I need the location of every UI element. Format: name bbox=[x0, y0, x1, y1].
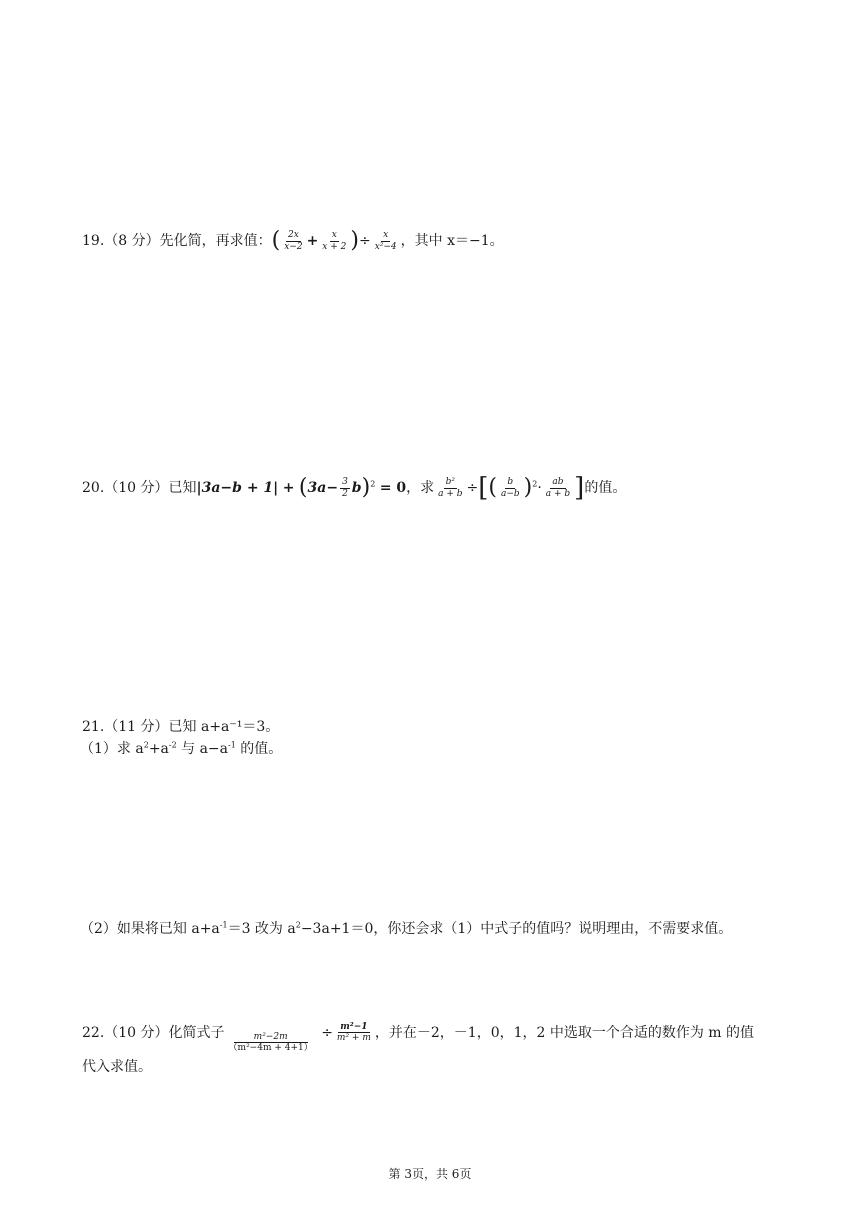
q21-line2-sup1: 2 bbox=[143, 740, 149, 750]
q22-f2-num: m²−1 bbox=[340, 1022, 368, 1032]
q22-fraction-1 bbox=[227, 1032, 315, 1054]
q21-line2-sup2: -2 bbox=[168, 740, 177, 750]
q20-half-fraction bbox=[340, 477, 350, 499]
q21-line3-sup2: 2 bbox=[295, 920, 301, 930]
q21-line2-a: （1）求 a bbox=[80, 741, 144, 757]
question-20 bbox=[82, 475, 626, 501]
q21-line2-d: 的值。 bbox=[235, 741, 283, 757]
q20-eq: = 0 bbox=[379, 480, 407, 496]
q22-div: ÷ bbox=[321, 1024, 333, 1041]
open-paren: ( bbox=[271, 228, 281, 253]
q19-div: ÷ bbox=[358, 233, 371, 249]
q20-mid: ，求 bbox=[406, 480, 435, 496]
q20-half-num: 3 bbox=[342, 477, 348, 488]
q20-f2-num: ab bbox=[552, 477, 564, 488]
q19-f1-num: 2x bbox=[287, 230, 299, 241]
q19-plus: + bbox=[306, 233, 319, 249]
q19-fraction-1 bbox=[282, 230, 304, 252]
close-paren-inner: ) bbox=[523, 475, 533, 500]
q19-fraction-3 bbox=[373, 230, 399, 252]
q20-inner-pow: 2 bbox=[532, 479, 538, 489]
q19-fraction-2 bbox=[320, 230, 348, 252]
q20-power: 2 bbox=[370, 479, 376, 489]
open-paren: ( bbox=[298, 475, 308, 500]
q22-prefix: 22.（10 分）化简式子 bbox=[82, 1024, 225, 1041]
q21-line3-sup1: -1 bbox=[219, 920, 228, 930]
q19-prefix: 19.（8 分）先化简，再求值： bbox=[82, 233, 272, 249]
close-paren: ) bbox=[350, 228, 359, 253]
open-paren-inner: ( bbox=[488, 475, 497, 500]
q22-f1-num: m²−2m bbox=[234, 1032, 308, 1043]
q20-inner-fraction bbox=[499, 477, 522, 499]
open-bracket: [ bbox=[478, 473, 489, 503]
q21-line2-sup3: -1 bbox=[228, 740, 236, 750]
q19-f3-num: x bbox=[383, 230, 389, 241]
q19-f2-num: x bbox=[331, 230, 337, 241]
q20-abs-expr: |3a−b + 1| bbox=[196, 480, 279, 496]
q21-line2-b: +a bbox=[148, 741, 169, 757]
q22-f1-den: （m²−4m + 4+1） bbox=[228, 1043, 313, 1054]
q20-half-den: 2 bbox=[342, 488, 348, 499]
q21-line1: 21.（11 分）已知 a+a⁻¹＝3。 bbox=[82, 719, 280, 735]
q22-f2-den: m² + m bbox=[336, 1033, 371, 1044]
close-bracket: ] bbox=[574, 473, 585, 503]
q19-suffix: ，其中 x＝−1。 bbox=[400, 233, 504, 249]
q20-paren-expr-b: b bbox=[351, 480, 362, 496]
q20-inner-num: b bbox=[507, 477, 514, 488]
question-21-line-3 bbox=[80, 922, 732, 936]
q20-f1-num: b² bbox=[445, 477, 455, 488]
q21-line2-c: 与 a−a bbox=[176, 741, 229, 757]
q20-inner-den: a−b bbox=[500, 488, 520, 499]
q22-line2: 代入求值。 bbox=[82, 1059, 152, 1075]
q19-f2-den: x + 2 bbox=[322, 241, 347, 252]
q19-f3-den: x²−4 bbox=[374, 241, 397, 252]
q22-suffix: ，并在－2，－1，0，1，2 中选取一个合适的数作为 m 的值 bbox=[374, 1024, 755, 1041]
q20-div: ÷ bbox=[466, 480, 479, 496]
q21-line3-a: （2）如果将已知 a+a bbox=[80, 921, 220, 937]
q20-f2-den: a + b bbox=[545, 488, 571, 499]
q20-fraction-2 bbox=[544, 477, 572, 499]
q20-suffix: 的值。 bbox=[584, 480, 627, 496]
close-paren: ) bbox=[361, 475, 371, 500]
q20-plus: + bbox=[282, 480, 295, 496]
q22-fraction-2 bbox=[335, 1022, 373, 1044]
page-footer: 第 3页，共 6页 bbox=[388, 1167, 472, 1181]
q21-line3-c: −3a+1＝0，你还会求（1）中式子的值吗？说明理由，不需要求值。 bbox=[300, 921, 733, 937]
q20-fraction-1 bbox=[436, 477, 464, 499]
q20-paren-expr-a: 3a− bbox=[307, 480, 339, 496]
q20-dot: · bbox=[537, 480, 542, 496]
question-21-line-2 bbox=[80, 742, 282, 756]
question-22-line-2 bbox=[82, 1060, 152, 1074]
q20-f1-den: a + b bbox=[438, 488, 463, 499]
question-19 bbox=[82, 230, 504, 252]
q20-prefix: 20.（10 分）已知 bbox=[82, 480, 197, 496]
question-22 bbox=[82, 1022, 754, 1054]
q21-line3-b: ＝3 改为 a bbox=[227, 921, 296, 937]
q19-f1-den: x−2 bbox=[284, 241, 303, 252]
question-21-line-1 bbox=[82, 720, 279, 734]
